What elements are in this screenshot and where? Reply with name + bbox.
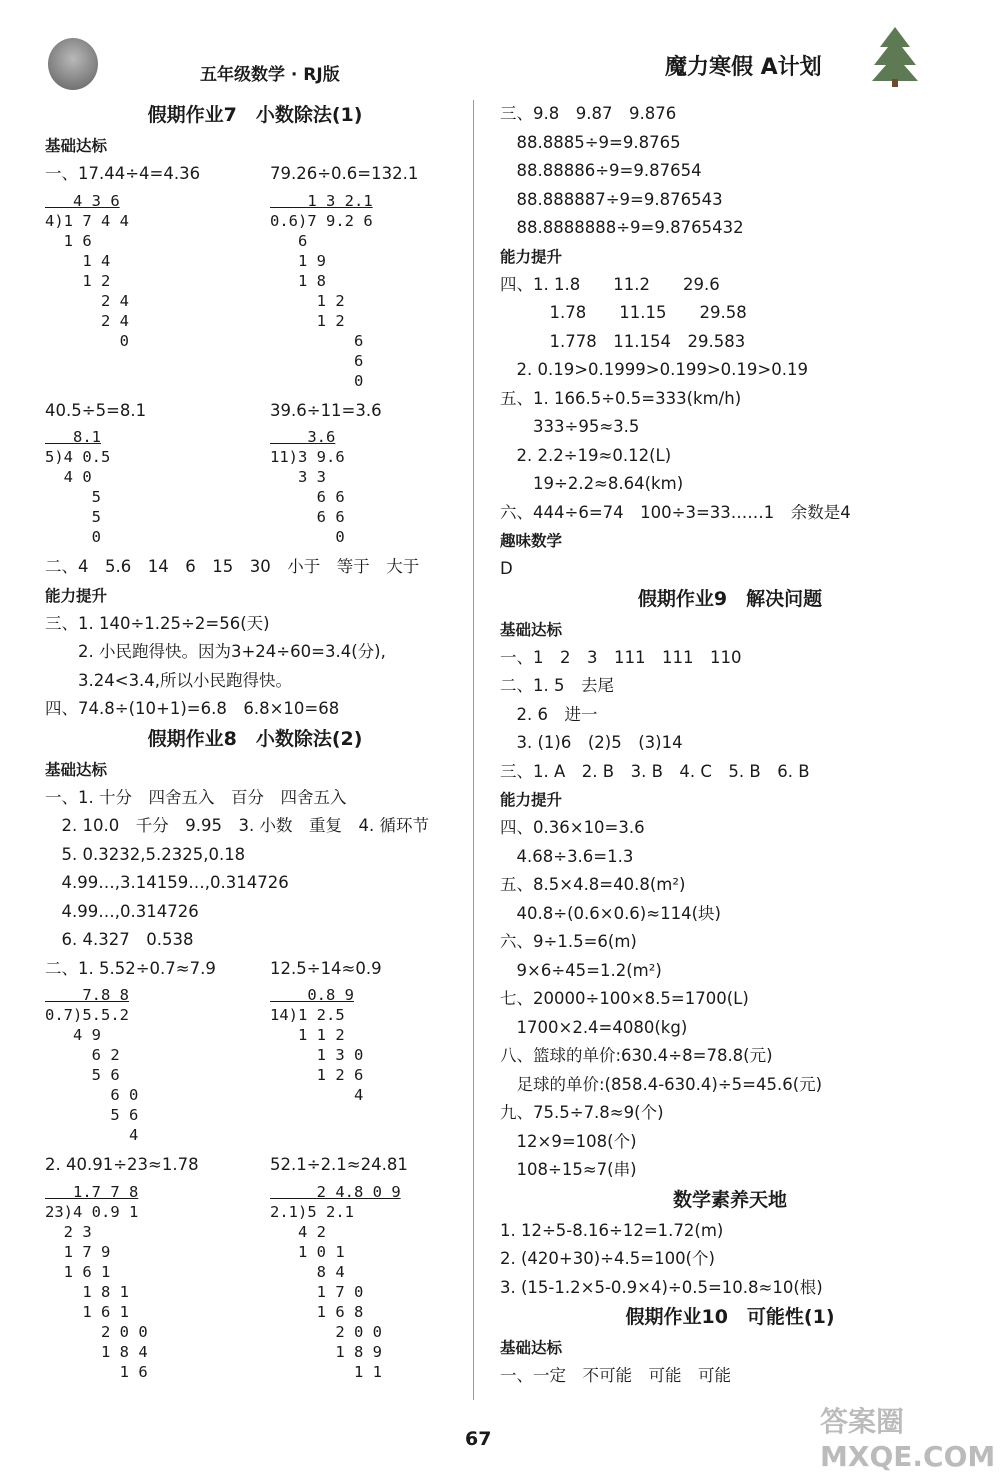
long-division-line: 1 2 bbox=[270, 311, 345, 330]
answer-line: 52.1÷2.1≈24.81 bbox=[270, 1155, 408, 1174]
long-division-line: 6 bbox=[270, 331, 364, 350]
long-division bbox=[45, 985, 270, 1145]
long-division-line: 1 8 bbox=[270, 271, 326, 290]
answer-line: 2. 0.19>0.1999>0.199>0.19>0.19 bbox=[500, 360, 808, 379]
answer-line: 六、9÷1.5=6(m) bbox=[500, 932, 637, 951]
long-division-line: 6 0 bbox=[45, 1086, 139, 1104]
answer-line: 一、1 2 3 111 111 110 bbox=[500, 647, 742, 667]
long-division-line: 1 6 1 bbox=[45, 1302, 129, 1321]
long-division-line: 1 8 1 bbox=[45, 1282, 129, 1301]
long-division-line: 1 9 bbox=[270, 251, 326, 270]
left-column bbox=[45, 100, 465, 1388]
long-division-line: 8.1 bbox=[45, 428, 101, 446]
answer-line: 3. (15-1.2×5-0.9×4)÷0.5=10.8≈10(根) bbox=[500, 1277, 823, 1297]
answer-line: 19÷2.2≈8.64(km) bbox=[500, 474, 684, 493]
long-division-line: 4 9 bbox=[45, 1026, 101, 1044]
answer-line: 三、1. A 2. B 3. B 4. C 5. B 6. B bbox=[500, 761, 810, 781]
section-title-10: 假期作业10 可能性(1) bbox=[625, 1306, 835, 1328]
long-division-line: 1 7 0 bbox=[270, 1282, 364, 1301]
long-division-line: 2 3 bbox=[45, 1222, 92, 1241]
answer-line: 12×9=108(个) bbox=[500, 1131, 637, 1151]
answer-line: 40.5÷5=8.1 bbox=[45, 400, 147, 420]
subheading-basic: 基础达标 bbox=[45, 760, 108, 779]
answer-line: 2. 小民跑得快。因为3+24÷60=3.4(分), bbox=[45, 642, 386, 661]
answer-line: 三、9.8 9.87 9.876 bbox=[500, 104, 677, 123]
long-division-line: 1 1 2 bbox=[270, 1026, 345, 1044]
long-division-line: 6 2 bbox=[45, 1046, 120, 1064]
long-division-line: 1 2 bbox=[45, 271, 111, 290]
watermark: 答案圈 MXQE.COM bbox=[820, 1405, 996, 1473]
answer-line: 一、一定 不可能 可能 可能 bbox=[500, 1366, 731, 1385]
answer-line: 1.778 11.154 29.583 bbox=[500, 331, 746, 351]
christmas-tree-icon bbox=[870, 25, 920, 87]
long-division-line: 1 6 bbox=[45, 231, 92, 250]
answer-line: 九、75.5÷7.8≈9(个) bbox=[500, 1103, 664, 1122]
long-division-line: 1 6 bbox=[45, 1362, 148, 1381]
long-division-line: 1 6 8 bbox=[270, 1302, 364, 1321]
long-division-line: 6 bbox=[270, 351, 364, 370]
answer-line: 9×6÷45=1.2(m²) bbox=[500, 960, 662, 980]
long-division-line: 2 0 0 bbox=[45, 1322, 148, 1341]
long-division-line: 1 2 6 bbox=[270, 1066, 364, 1084]
answer-line: 2. 2.2÷19≈0.12(L) bbox=[500, 445, 672, 465]
answer-line: 三、1. 140÷1.25÷2=56(天) bbox=[45, 613, 270, 633]
long-division-line: 14)1 2.5 bbox=[270, 1006, 345, 1024]
section-title-literacy: 数学素养天地 bbox=[672, 1188, 787, 1211]
long-division-line: 4 bbox=[45, 1126, 139, 1144]
long-division-line: 3.6 bbox=[270, 428, 336, 446]
long-division-line: 4 bbox=[270, 1086, 364, 1104]
long-division-line: 11)3 9.6 bbox=[270, 448, 345, 466]
long-division-line: 2 4 bbox=[45, 311, 129, 330]
answer-line: 1.78 11.15 29.58 bbox=[500, 303, 747, 322]
mascot-logo-icon bbox=[48, 38, 98, 90]
page-header bbox=[0, 0, 1000, 95]
answer-line: 4.99…,0.314726 bbox=[45, 901, 199, 921]
brand-title: 魔力寒假 A计划 bbox=[665, 55, 822, 80]
long-division-line: 4 2 bbox=[270, 1222, 326, 1241]
long-division-line: 1 0 1 bbox=[270, 1242, 345, 1261]
long-division-line: 7.8 8 bbox=[45, 986, 129, 1004]
long-division-line: 1 8 9 bbox=[270, 1342, 382, 1361]
answer-line: 一、17.44÷4=4.36 bbox=[45, 164, 201, 183]
long-division bbox=[45, 1182, 270, 1382]
long-division-line: 23)4 0.9 1 bbox=[45, 1202, 139, 1221]
long-division-line: 1 2 bbox=[270, 291, 345, 310]
answer-line: 四、1. 1.8 11.2 29.6 bbox=[500, 274, 720, 294]
right-column bbox=[500, 100, 960, 1391]
answer-line: 四、0.36×10=3.6 bbox=[500, 818, 645, 837]
column-divider bbox=[473, 100, 474, 1400]
subheading-ability: 能力提升 bbox=[45, 586, 108, 605]
long-division-line: 5 bbox=[45, 508, 101, 526]
long-division bbox=[270, 427, 382, 547]
answer-line: 二、1. 5 去尾 bbox=[500, 676, 614, 695]
long-division-line: 5)4 0.5 bbox=[45, 448, 111, 466]
subheading-basic: 基础达标 bbox=[500, 1339, 563, 1357]
long-division-line: 6 6 bbox=[270, 508, 345, 526]
long-division-line: 4)1 7 4 4 bbox=[45, 211, 129, 230]
answer-line: D bbox=[500, 559, 513, 578]
long-division-line: 1 8 4 bbox=[45, 1342, 148, 1361]
long-division-line: 2 4.8 0 9 bbox=[270, 1182, 401, 1201]
answer-line: 3.24<3.4,所以小民跑得快。 bbox=[45, 670, 293, 690]
long-division-line: 4 3 6 bbox=[45, 191, 120, 210]
long-division-line: 1 1 bbox=[270, 1362, 382, 1381]
long-division-line: 6 bbox=[270, 231, 308, 250]
subheading-ability: 能力提升 bbox=[500, 791, 563, 809]
long-division-line: 0.6)7 9.2 6 bbox=[270, 211, 373, 230]
answer-line: 88.88886÷9=9.87654 bbox=[500, 161, 702, 180]
long-division bbox=[270, 985, 382, 1105]
answer-line: 八、篮球的单价:630.4÷8=78.8(元) bbox=[500, 1046, 773, 1065]
long-division-line: 0 bbox=[45, 528, 101, 546]
answer-line: 88.888887÷9=9.876543 bbox=[500, 189, 723, 209]
subject-label: 五年级数学 · RJ版 bbox=[200, 65, 340, 85]
answer-line: 二、1. 5.52÷0.7≈7.9 bbox=[45, 958, 216, 978]
long-division-line: 8 4 bbox=[270, 1262, 345, 1281]
answer-line: 4.99…,3.14159…,0.314726 bbox=[45, 873, 289, 892]
answer-line: 39.6÷11=3.6 bbox=[270, 400, 382, 420]
answer-line: 足球的单价:(858.4-630.4)÷5=45.6(元) bbox=[500, 1074, 823, 1094]
subheading-ability: 能力提升 bbox=[500, 247, 563, 266]
subheading-fun: 趣味数学 bbox=[500, 532, 563, 550]
page-number: 67 bbox=[465, 1428, 492, 1450]
long-division-line: 0.8 9 bbox=[270, 986, 354, 1004]
answer-line: 3. (1)6 (2)5 (3)14 bbox=[500, 733, 683, 752]
long-division-line: 5 6 bbox=[45, 1106, 139, 1124]
answer-line: 79.26÷0.6=132.1 bbox=[270, 164, 419, 183]
answer-line: 108÷15≈7(串) bbox=[500, 1160, 637, 1179]
subheading-basic: 基础达标 bbox=[45, 137, 108, 155]
long-division-line: 5 bbox=[45, 488, 101, 506]
long-division bbox=[45, 191, 270, 351]
answer-line: 12.5÷14≈0.9 bbox=[270, 958, 382, 978]
section-title-9: 假期作业9 解决问题 bbox=[637, 587, 823, 610]
long-division bbox=[270, 1182, 408, 1382]
answer-line: 二、4 5.6 14 6 15 30 小于 等于 大于 bbox=[45, 557, 420, 576]
answer-line: 4.68÷3.6=1.3 bbox=[500, 846, 634, 866]
answer-line: 五、1. 166.5÷0.5=333(km/h) bbox=[500, 388, 742, 408]
long-division-line: 1 7 9 bbox=[45, 1242, 111, 1261]
long-division-line: 0.7)5.5.2 bbox=[45, 1006, 129, 1024]
long-division-line: 3 3 bbox=[270, 468, 326, 486]
answer-line: 一、1. 十分 四舍五入 百分 四舍五入 bbox=[45, 787, 347, 807]
answer-line: 88.8885÷9=9.8765 bbox=[500, 132, 681, 152]
answer-line: 88.8888888÷9=9.8765432 bbox=[500, 218, 744, 237]
long-division-line: 2 4 bbox=[45, 291, 129, 310]
long-division-line: 1 3 2.1 bbox=[270, 191, 373, 210]
long-division-line: 6 6 bbox=[270, 488, 345, 506]
long-division-line: 0 bbox=[270, 371, 364, 390]
answer-line: 六、444÷6=74 100÷3=33……1 余数是4 bbox=[500, 502, 851, 522]
answer-line: 2. 40.91÷23≈1.78 bbox=[45, 1155, 199, 1174]
answer-line: 2. 10.0 千分 9.95 3. 小数 重复 4. 循环节 bbox=[45, 816, 429, 835]
answer-line: 五、8.5×4.8=40.8(m²) bbox=[500, 875, 686, 894]
long-division-line: 2 0 0 bbox=[270, 1322, 382, 1341]
answer-line: 1. 12÷5-8.16÷12=1.72(m) bbox=[500, 1220, 724, 1240]
long-division-line: 1 6 1 bbox=[45, 1262, 111, 1281]
answer-line: 2. 6 进一 bbox=[500, 704, 598, 724]
answer-line: 2. (420+30)÷4.5=100(个) bbox=[500, 1249, 715, 1268]
answer-line: 1700×2.4=4080(kg) bbox=[500, 1017, 688, 1037]
long-division-line: 5 6 bbox=[45, 1066, 120, 1084]
section-title-7: 假期作业7 小数除法(1) bbox=[147, 104, 363, 126]
subheading-basic: 基础达标 bbox=[500, 620, 563, 639]
long-division-line: 4 0 bbox=[45, 468, 92, 486]
answer-line: 5. 0.3232,5.2325,0.18 bbox=[45, 844, 246, 864]
long-division-line: 0 bbox=[270, 528, 345, 546]
answer-line: 6. 4.327 0.538 bbox=[45, 930, 194, 949]
long-division-line: 2.1)5 2.1 bbox=[270, 1202, 354, 1221]
long-division-line: 1.7 7 8 bbox=[45, 1182, 139, 1201]
answer-line: 七、20000÷100×8.5=1700(L) bbox=[500, 989, 749, 1008]
long-division bbox=[45, 427, 270, 547]
answer-line: 333÷95≈3.5 bbox=[500, 417, 640, 436]
long-division-line: 1 3 0 bbox=[270, 1046, 364, 1064]
answer-line: 四、74.8÷(10+1)=6.8 6.8×10=68 bbox=[45, 699, 340, 718]
long-division bbox=[270, 191, 418, 391]
section-title-8: 假期作业8 小数除法(2) bbox=[147, 727, 363, 750]
long-division-line: 0 bbox=[45, 331, 129, 350]
answer-line: 40.8÷(0.6×0.6)≈114(块) bbox=[500, 903, 721, 923]
long-division-line: 1 4 bbox=[45, 251, 111, 270]
